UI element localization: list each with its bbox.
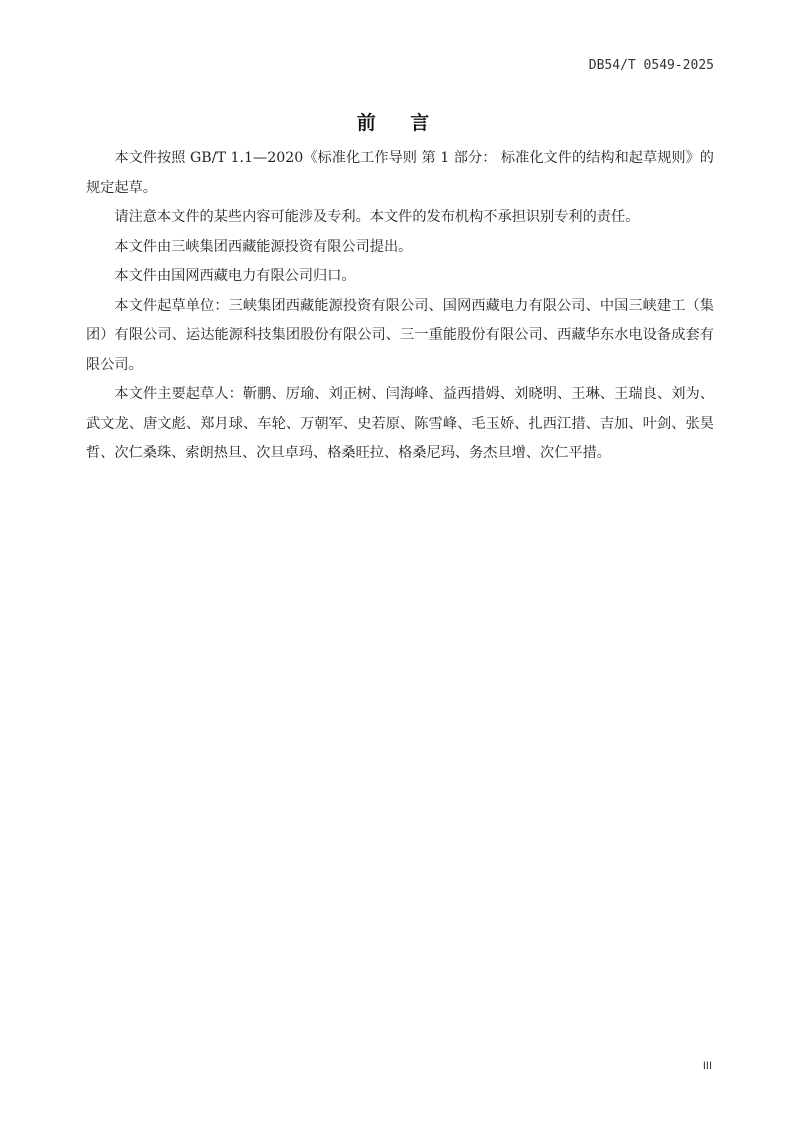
paragraph-drafting-units: 本文件起草单位：三峡集团西藏能源投资有限公司、国网西藏电力有限公司、中国三峡建工（集团）有限公司、运达能源科技集团股份有限公司、三一重能股份有限公司、西藏华东水电设备成套有限公司。: [86, 297, 714, 373]
paragraph-patent-notice: 请注意本文件的某些内容可能涉及专利。本文件的发布机构不承担识别专利的责任。: [114, 209, 640, 225]
foreword-body: [86, 144, 714, 469]
document-code: DB54/T 0549-2025: [588, 58, 714, 73]
paragraph-main-drafters: 本文件主要起草人：靳鹏、厉瑜、刘正树、闫海峰、益西措姆、刘晓明、王琳、王瑞良、刘为、武文龙、唐文彪、郑月球、车轮、万朝军、史若原、陈雪峰、毛玉娇、扎西江措、吉加、叶剑、张昊哲、次仁桑珠、索朗热旦、次旦卓玛、格桑旺拉、格桑尼玛、务杰旦增、次仁平措。: [86, 386, 714, 461]
page-title: 前 言: [356, 112, 444, 134]
paragraph-drafting-rules: 本文件按照 GB/T 1.1—2020《标准化工作导则 第 1 部分： 标准化文件的结构和起草规则》的规定起草。: [86, 150, 714, 196]
paragraph-proposer: 本文件由三峡集团西藏能源投资有限公司提出。: [114, 238, 413, 255]
page-number: III: [702, 1060, 712, 1072]
paragraph-centralized-unit: 本文件由国网西藏电力有限公司归口。: [114, 268, 356, 284]
